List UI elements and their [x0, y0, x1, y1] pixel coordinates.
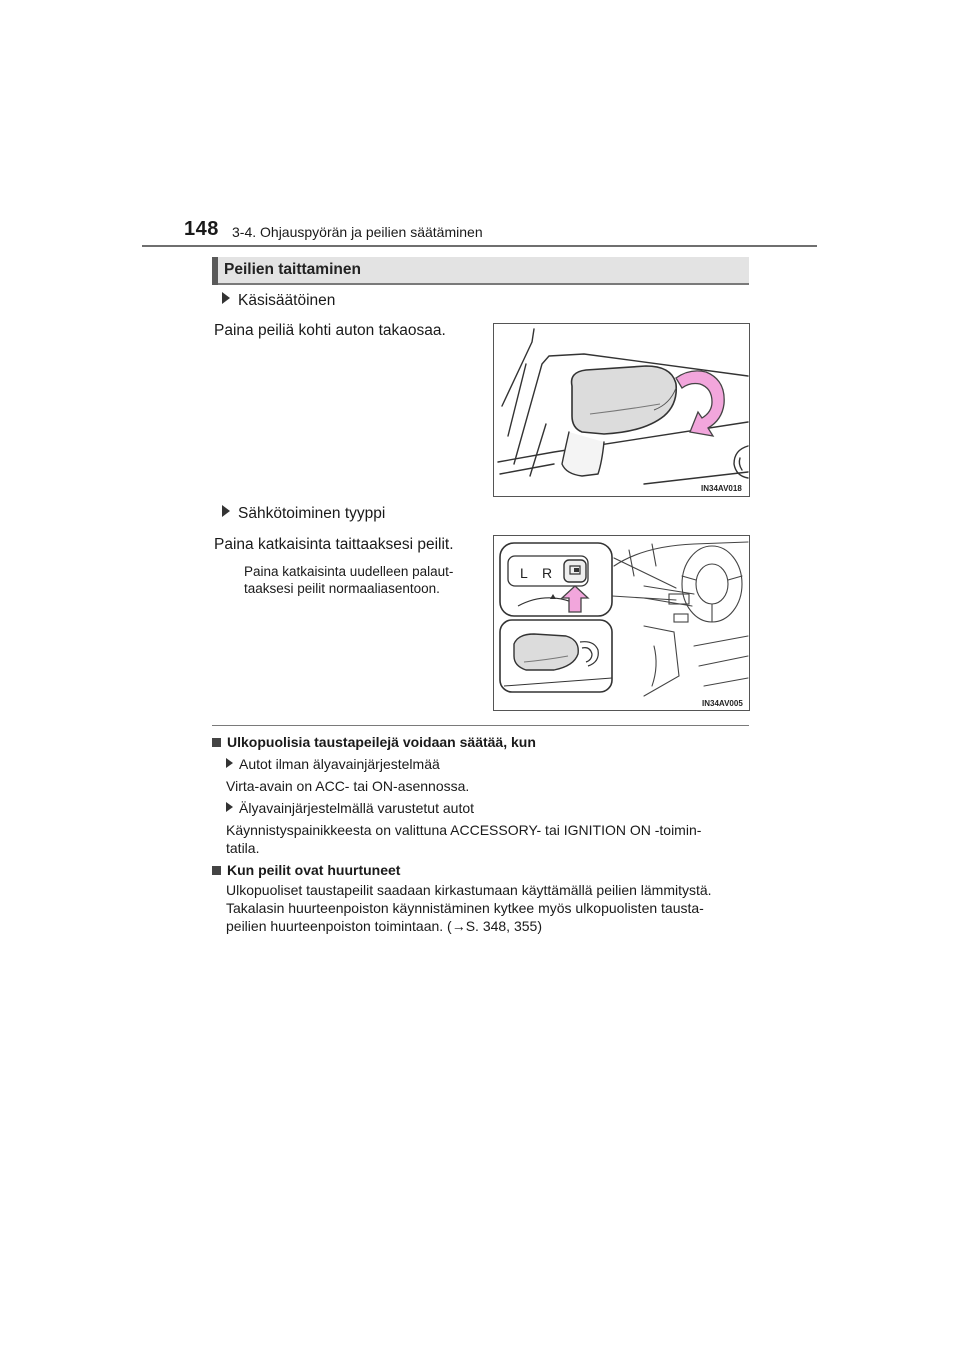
- section-heading: [212, 257, 749, 285]
- note-sub-label-text: Älyavainjärjestelmällä varustetut autot: [239, 800, 475, 816]
- reference-arrow-icon: →: [451, 918, 466, 934]
- electric-type-label: [222, 505, 385, 523]
- note-heading: [212, 733, 536, 751]
- note-text: Takalasin huurteenpoiston käynnistäminen kytkee myös ulkopuolisten tausta-: [226, 900, 704, 916]
- square-bullet-icon: [212, 738, 221, 747]
- electric-note-line2: taaksesi peilit normaaliasentoon.: [244, 581, 440, 596]
- page-number: 148: [184, 218, 219, 240]
- electric-switch-illustration: [494, 536, 749, 710]
- bullet-arrow-icon: [222, 292, 230, 304]
- page-reference-link[interactable]: S. 348, 355): [465, 918, 542, 934]
- note-heading: [212, 861, 400, 879]
- manual-type-label: [222, 292, 335, 310]
- figure-code: IN34AV005: [702, 699, 743, 708]
- note-sub-label: [226, 799, 474, 817]
- square-bullet-icon: [212, 866, 221, 875]
- manual-mirror-figure: [493, 323, 750, 497]
- note-text: Virta-avain on ACC- tai ON-asennossa.: [226, 778, 470, 794]
- note-heading-text: Ulkopuolisia taustapeilejä voidaan säätää, kun: [227, 734, 536, 750]
- electric-note-line1: Paina katkaisinta uudelleen palaut-: [244, 564, 454, 579]
- figure-code: IN34AV018: [701, 484, 742, 493]
- note-heading-text: Kun peilit ovat huurtuneet: [227, 862, 401, 878]
- section-title: Peilien taittaminen: [224, 261, 361, 278]
- section-accent: [212, 257, 218, 285]
- note-sub-label: [226, 755, 440, 773]
- note-sub-label-text: Autot ilman älyavainjärjestelmää: [239, 756, 440, 772]
- note-text: tatila.: [226, 840, 260, 856]
- switch-left-label: L: [520, 565, 528, 581]
- note-text: Ulkopuoliset taustapeilit saadaan kirkastumaan käyttämällä peilien lämmitystä.: [226, 882, 712, 898]
- note-text: peilien huurteenpoiston toimintaan. (: [226, 918, 452, 934]
- electric-instruction: Paina katkaisinta taittaaksesi peilit.: [214, 536, 454, 553]
- note-text-reference: [226, 917, 542, 935]
- electric-switch-figure: [493, 535, 750, 711]
- bullet-arrow-icon: [222, 505, 230, 517]
- manual-instruction: Paina peiliä kohti auton takaosaa.: [214, 322, 446, 339]
- electric-type-text: Sähkötoiminen tyyppi: [238, 505, 386, 522]
- chapter-title: 3-4. Ohjauspyörän ja peilien säätäminen: [232, 224, 483, 240]
- manual-mirror-illustration: [494, 324, 749, 496]
- manual-type-text: Käsisäätöinen: [238, 292, 336, 309]
- header-divider: [142, 245, 817, 247]
- note-text: Käynnistyspainikkeesta on valittuna ACCESSORY- tai IGNITION ON -toimin-: [226, 822, 702, 838]
- notes-divider: [212, 725, 749, 726]
- bullet-arrow-icon: [226, 758, 233, 768]
- switch-right-label: R: [542, 565, 553, 581]
- bullet-arrow-icon: [226, 802, 233, 812]
